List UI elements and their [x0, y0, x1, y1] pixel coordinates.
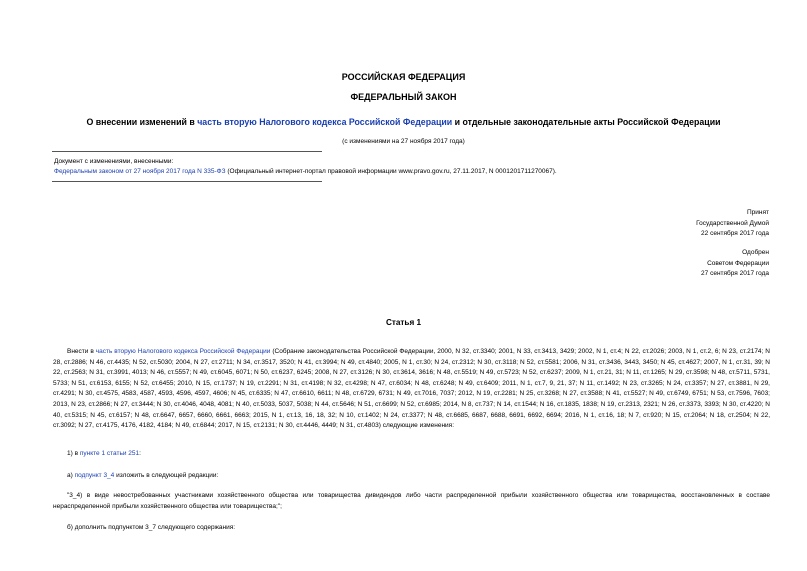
law-title-suffix: и отдельные законодательные акты Российской Федерации	[452, 117, 721, 127]
subclause-3-4-link[interactable]: подпункт 3_4	[74, 472, 115, 479]
amendments-intro: Документ с изменениями, внесенными:	[54, 158, 174, 165]
country-heading: РОССИЙСКАЯ ФЕДЕРАЦИЯ	[341, 72, 466, 82]
bottom-divider	[52, 181, 322, 182]
item-a-suffix: изложить в следующей редакции:	[114, 472, 219, 479]
council-date: 27 сентября 2017 года	[701, 270, 769, 277]
item-a-prefix: а)	[67, 472, 75, 479]
council-name: Советом Федерации	[707, 259, 769, 267]
top-divider	[52, 151, 322, 152]
article-heading: Статья 1	[385, 318, 422, 327]
tax-code-part-two-link[interactable]: часть вторую Налогового кодекса Российской Федерации	[95, 348, 271, 355]
amending-law-link[interactable]: Федеральным законом от 27 ноября 2017 года N 335-ФЗ	[54, 168, 226, 175]
law-title-prefix: О внесении изменений в	[86, 117, 198, 127]
tax-code-link[interactable]: часть вторую Налогового кодекса Российской Федерации	[197, 117, 453, 127]
revision-note: (с изменениями на 27 ноября 2017 года)	[342, 138, 465, 145]
law-type-heading: ФЕДЕРАЛЬНЫЙ ЗАКОН	[350, 92, 457, 102]
item-b: б) дополнить подпунктом 3_7 следующего содержания:	[67, 524, 236, 531]
quoted-text: "3_4) в виде невостребованных участниками хозяйственного общества или товарищества дивидендов либо части распределенной прибыли хозяйственного общества или товарищества, восстановленных в составе нераспределенной прибыли хозяйственного общества или товарищества;";	[53, 492, 770, 510]
article-251-link[interactable]: пункте 1 статьи 251	[79, 450, 140, 457]
item-a	[53, 471, 770, 482]
amendments-source	[54, 168, 557, 175]
duma-adopted-label: Принят	[746, 209, 769, 216]
item-1-prefix: 1) в	[67, 450, 80, 457]
duma-name: Государственной Думой	[696, 219, 769, 227]
article-intro-paragraph	[53, 347, 770, 432]
council-approval	[701, 248, 769, 280]
item-1	[53, 449, 770, 460]
council-approved-label: Одобрен	[742, 249, 769, 256]
law-title	[0, 117, 807, 127]
intro-body: (Собрание законодательства Российской Федерации, 2000, N 32, ст.3340; 2001, N 33, ст.3413, 3429; 2002, N 1, ст.4; N 22, ст.2026; 2003, N 1, ст.2, 6; N 23, ст.2174; N 28, ст.2886; N 46, ст.4435; N 52, ст.5030; 2004, N 27, ст.2711; N 34, ст.3517, 3520; N 41, ст.3994; N 49, ст.4840; 2005, N 1, ст.30; N 24, ст.2312; N 30, ст.3118; N 52, ст.5581; 2006, N 31, ст.3436, 3443, 3450; N 45, ст.4627; 2007, N 1, ст.31, 39; N 22, ст.2563; N 31, ст.3991, 4013; N 46, ст.5557; N 49, ст.6045, 6071; N 50, ст.6237, 6245; 2008, N 27, ст.3126; N 30, ст.3614, 3616; N 48, ст.5519; N 49, ст.5723; N 52, ст.6237; 2009, N 1, ст.21, 31; N 11, ст.1265; N 29, ст.3598; N 48, ст.5711, 5731, 5733; N 51, ст.6153, 6155; N 52, ст.6455; 2010, N 15, ст.1737; N 19, ст.2291; N 31, ст.4198; N 32, ст.4298; N 47, ст.6034; N 48, ст.6248; N 49, ст.6409; 2011, N 1, ст.7, 9, 21, 37; N 11, ст.1492; N 23, ст.3265; N 24, ст.3357; N 27, ст.3881, N 29, ст.4291; N 30, ст.4575, 4583, 4587, 4593, 4596, 4597, 4606; N 45, ст.6335; N 47, ст.6610, 6611; N 48, ст.6729, 6731; N 49, ст.7016, 7037; 2012, N 19, ст.2281; N 25, ст.3268; N 27, ст.3588; N 41, ст.5527; N 49, ст.6749, 6751; N 53, ст.7596, 7603; 2013, N 23, ст.2866; N 27, ст.3444; N 30, ст.4046, 4048, 4081; N 40, ст.5033, 5037, 5038; N 44, ст.5646; N 51, ст.6699; N 52, ст.6985; 2014, N 8, ст.737; N 14, ст.1544; N 16, ст.1835, 1838; N 19, ст.2313, 2321; N 26, ст.3373, 3393; N 30, ст.4220; N 40, ст.5315; N 45, ст.6157; N 48, ст.6647, 6657, 6660, 6661, 6663; 2015, N 1, ст.13, 16, 18, 32; N 10, ст.1402; N 24, ст.3377; N 48, ст.6685, 6687, 6688, 6691, 6692, 6694; 2016, N 1, ст.16, 18; N 7, ст.920; N 15, ст.2064; N 18, ст.2504; N 22, ст.3092; N 27, ст.4175, 4176, 4182, 4184; N 49, ст.6844; 2017, N 15, ст.2131; N 30, ст.4446, 4449; N 31, ст.4803) следующие изменения:	[53, 348, 770, 430]
intro-prefix: Внести в	[67, 348, 96, 355]
duma-date: 22 сентября 2017 года	[701, 230, 769, 237]
amendments-publication: (Официальный интернет-портал правовой информации www.pravo.gov.ru, 27.11.2017, N 0001201711270067).	[225, 168, 557, 175]
duma-adoption	[696, 208, 769, 240]
item-1-suffix: :	[139, 450, 141, 457]
